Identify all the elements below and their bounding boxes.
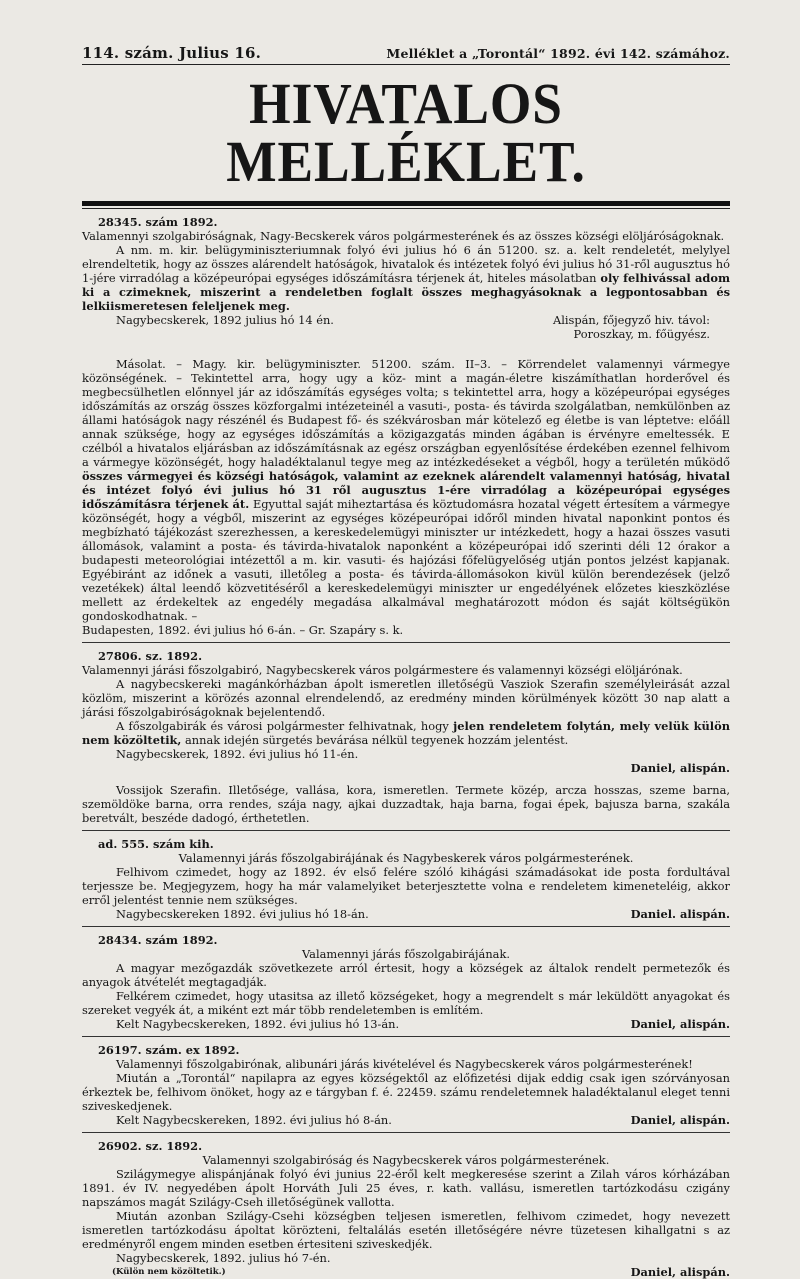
- signer-title: Alispán, főjegyző hiv. távol:: [552, 313, 710, 327]
- notice-address: Valamennyi szolgabiróságnak, Nagy-Becskerek város polgármesterének és az összes községi elöljáróságoknak.: [82, 229, 725, 243]
- notice-26197: [82, 1043, 730, 1127]
- issue-line: [82, 44, 730, 62]
- person-description: Vossijok Szerafin. Illetősége, vallása, kora, ismeretlen. Termete közép, arcza hosszas, szeme barna, szemöldöke barna, orra rendes, szája nagy, ajkai duzzadtak, haja barna, fogai épek, bajusza barna, szakála beretvált, beszéde dadogó, érthetetlen.: [82, 783, 730, 825]
- notice-address: Valamennyi szolgabiróság és Nagybecskerek város polgármesterének.: [202, 1153, 610, 1167]
- masthead-title: HIVATALOS MELLÉKLET.: [226, 71, 586, 194]
- notice-28345: [82, 215, 730, 341]
- notice-body: Felhivom czimedet, hogy az 1892. év első felére szóló kihágási számadásokat ide posta fordultával terjessze be. Megjegyzem, hogy ha már valamelyiket beterjesztette volna e rendeletem kimeneteléig, akkor erről jelentést tennie nem szükséges.: [82, 865, 730, 907]
- issue-number: 114. szám. Julius 16.: [82, 44, 262, 62]
- notice-body: Szilágymegye alispánjának folyó évi junius 22-éről kelt megkeresése szerint a Zilah város kórházában 1891. év IV. negyedében ápolt Horváth Juli 25 éves, r. kath. vallásu, ismeretlen tartózkodásu czigány napszámos magát Szilágy-Cseh illetőségünek vallotta.: [82, 1167, 730, 1209]
- notice-body: A nagybecskereki magánkórházban ápolt ismeretlen illetőségü Vasziok Szerafin személyleirását azzal közlöm, miszerint a körözés azonnal elrendelendő, az eredmény minden körülmények között 30 nap alatt a járási főszolgabiróságoknak bejelentendő.: [82, 677, 730, 719]
- signer: Daniel. alispán.: [630, 907, 730, 921]
- signature-row: [82, 1113, 730, 1127]
- notice-body: Miután a „Torontál“ napilapra az egyes községektől az előfizetési dijak eddig csak igen szórványosan érkeztek be, felhivom önöket, hogy az e tárgyban f. é. 22459. számu rendeletemnek haladéktalanul eleget tenni sziveskedjenek.: [82, 1071, 730, 1113]
- notice-number: 28434. szám 1892.: [98, 933, 218, 947]
- header-rule: [82, 64, 730, 65]
- place-date: Nagybecskerek, 1892. évi julius hó 11-én.: [116, 747, 359, 761]
- place-date: Nagybecskerek, 1892 julius hó 14 én.: [116, 313, 334, 327]
- signer: Daniel, alispán.: [630, 761, 730, 775]
- notice-number: 27806. sz. 1892.: [98, 649, 203, 663]
- signature-row: [82, 1017, 730, 1031]
- separator: [82, 1132, 730, 1133]
- separator: [82, 642, 730, 643]
- notice-number: 28345. szám 1892.: [98, 215, 218, 229]
- supplement-note: Melléklet a „Torontál“ 1892. évi 142. számához.: [386, 46, 730, 61]
- notice-address: Valamennyi járás főszolgabirájának.: [302, 947, 510, 961]
- notice-body: A magyar mezőgazdák szövetkezete arról értesit, hogy a községek az általok rendelt permetezők és anyagok átvételét megtagadják.: [82, 961, 730, 989]
- document-body: [82, 215, 730, 1279]
- notice-555: [82, 837, 730, 921]
- separator: [82, 926, 730, 927]
- signature-row: [82, 313, 730, 327]
- masthead-rule-thin: [82, 208, 730, 209]
- note: (Külön nem közöltetik.): [112, 1267, 226, 1277]
- notice-28434: [82, 933, 730, 1031]
- copy-body: Másolat. – Magy. kir. belügyminiszter. 51200. szám. II–3. – Körrendelet valamennyi vármegye közönségének. – Tekintettel arra, hogy ugy a köz- mint a magán-életre kiszámíthatlan horderővel és megbecsülhetlen előnnyel jár az időszámítás egységes volta; s tekintettel arra, hogy a középeurópai egységes időszámítás az ország összes közforgalmi intézeteinél a vasuti-, posta- és távirda szolgálatban, nemkülönben az állami hatóságok nagy részénél és Budapest fő- és székvárosban már kötelező eg életbe is van léptetve: előáll annak szüksége, hogy az egységes időszámítás a közigazgatás minden ágában is érvényre emeltessék. E czélból a hivatalos eljárásban az időszámításnak az egész országban egyenlősítése érdekében ezennel felhivom a vármegye közönségét, hogy haladéktalanul tegye meg az intézkedéseket a végből, hogy a területén működő összes vármegyei és községi hatóságok, valamint az ezeknek alárendelt valamennyi hatóság, hivatal és intézet folyó évi julius hó 31 ről augusztus 1-ére virradólag a középeurópai egységes időszámításra térjenek át. Egyuttal saját miheztartása és köztudomásra hozatal végett értesítem a vármegye közönségét, hogy a végből, miszerint az egységes középeurópai időről minden hivatal naponkint pontos és megbízható tájékozást szerezhessen, a kereskedelemügyi miniszter ur intézkedett, hogy a hazai összes vasuti állomások, valamint a posta- és távirda-hivatalok naponként a középeurópai idő szerinti déli 12 órakor a budapesti meteorológiai intézettől a m. kir. vasuti- és hajózási főfelügyelőség utján pontos jelzést kapjanak. Egyébiránt az időnek a vasuti, illetőleg a posta- és távirda-állomásokon kivül külön berendezések (jelző vezetékek) által leendő közvetitéséről a kereskedelemügyi miniszter ur engedélyének előzetes kieszközlése mellett az érdekeltek az engedély megadása alkalmával meghatározott módon és saját költségükön gondoskodhatnak. –: [82, 357, 730, 623]
- notice-number: 26902. sz. 1892.: [98, 1139, 203, 1153]
- place-date: Nagybecskerek, 1892. julius hó 7-én.: [116, 1251, 331, 1265]
- notice-body-2: Felkérem czimedet, hogy utasitsa az illető községeket, hogy a megrendelt s már leküldött anyagokat és szereket vegyék át, a miként ezt már több rendeletemben is említém.: [82, 989, 730, 1017]
- notice-address: Valamennyi főszolgabirónak, alibunári járás kivételével és Nagybecskerek város polgármesterének!: [116, 1057, 693, 1071]
- separator: [82, 830, 730, 831]
- masthead-rule: [82, 201, 730, 206]
- copy-closing: Budapesten, 1892. évi julius hó 6-án. – Gr. Szapáry s. k.: [82, 623, 404, 637]
- signature-row: [82, 1265, 730, 1279]
- signer: Daniel, alispán.: [630, 1017, 730, 1031]
- notice-address: Valamennyi járás főszolgabirájának és Nagybeskerek város polgármesterének.: [178, 851, 634, 865]
- separator: [82, 1036, 730, 1037]
- place-date: Kelt Nagybecskereken, 1892. évi julius hó 13-án.: [116, 1017, 400, 1031]
- notice-26902: [82, 1139, 730, 1279]
- notice-body-2: A főszolgabirák és városi polgármester felhivatnak, hogy jelen rendeletem folytán, mely velük külön nem közöltetik, annak idején sürgetés bevárása nélkül tegyenek hozzám jelentést.: [82, 719, 730, 747]
- notice-body: A nm. m. kir. belügyminiszteriumnak folyó évi julius hó 6 án 51200. sz. a. kelt rendeletét, melylyel elrendeltetik, hogy az összes alárendelt hatóságok, hivatalok és intézetek folyó évi julius hó 31-ről augusztus hó 1-jére virradólag a középeurópai egységes időszámításra térjenek át, hiteles másolatban oly felhivással adom ki a czimeknek, miszerint a rendeletben foglalt összes meghagyásoknak a legpontosabban és lelkiismeretesen feleljenek meg.: [82, 243, 730, 313]
- place-date: Kelt Nagybecskereken, 1892. évi julius hó 8-án.: [116, 1113, 392, 1127]
- notice-number: 26197. szám. ex 1892.: [98, 1043, 240, 1057]
- notice-27806: [82, 649, 730, 825]
- notice-body-2: Miután azonban Szilágy-Csehi községben teljesen ismeretlen, felhivom czimedet, hogy nevezett ismeretlen tartózkodásu ápoltat körözteni, feltalálás esetén illetőségére névre tüzetesen kihallgatni s az eredményről engem minden esetben értesiteni sziveskedjék.: [82, 1209, 730, 1251]
- signer: Daniel, alispán.: [630, 1265, 730, 1279]
- notice-number: ad. 555. szám kih.: [98, 837, 214, 851]
- signature-row: [82, 907, 730, 921]
- signer-name: Poroszkay, m. főügyész.: [573, 327, 710, 341]
- notice-copy: [82, 357, 730, 637]
- place-date: Nagybecskereken 1892. évi julius hó 18-án.: [116, 907, 369, 921]
- notice-address: Valamennyi járási főszolgabiró, Nagybecskerek város polgármestere és valamennyi községi elöljárónak.: [82, 663, 683, 677]
- signer: Daniel, alispán.: [630, 1113, 730, 1127]
